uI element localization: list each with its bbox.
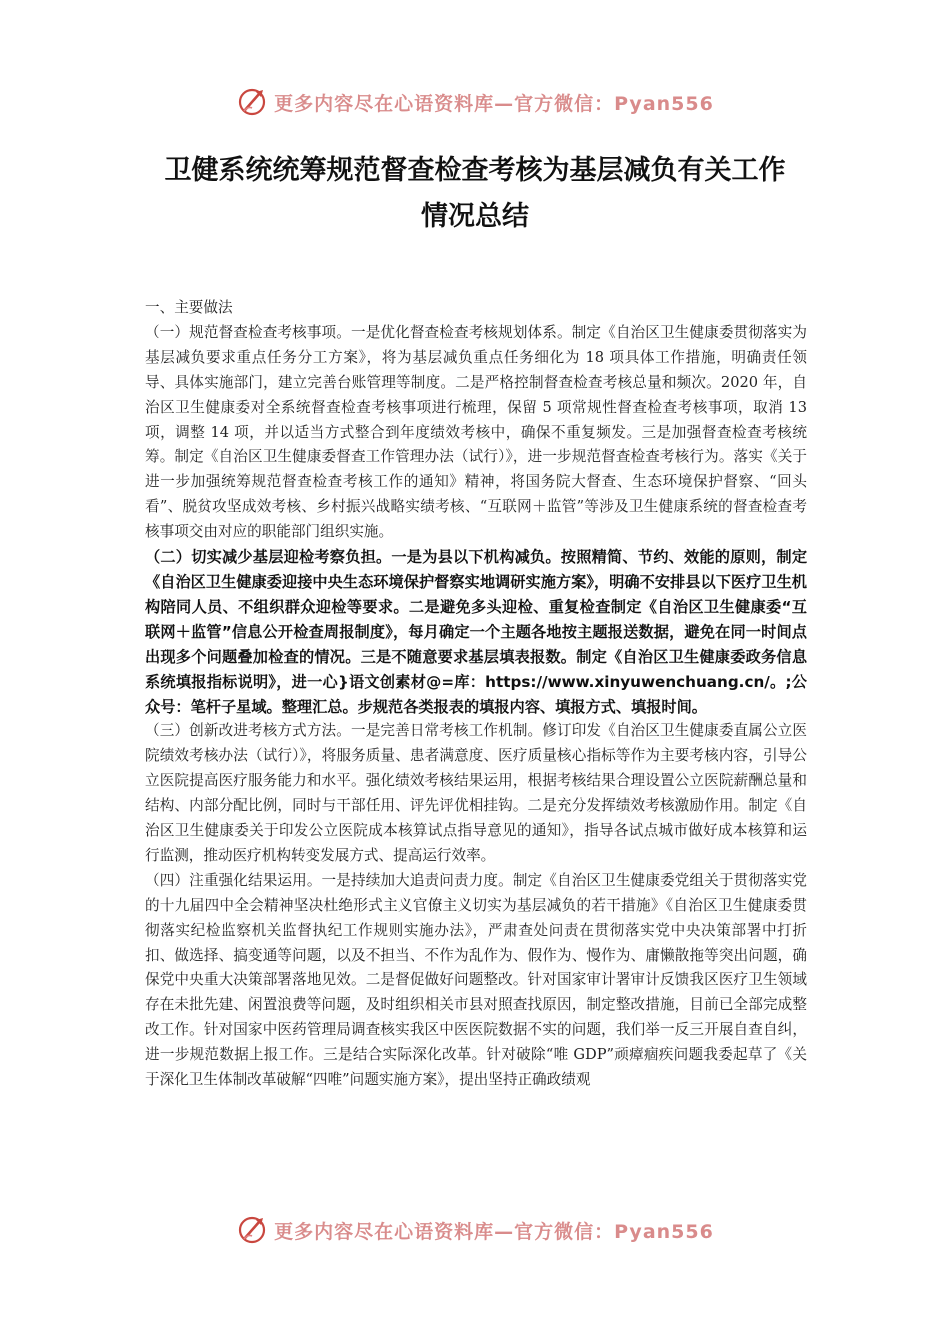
footer-watermark-banner	[0, 1210, 950, 1250]
section-heading: 一、主要做法	[145, 299, 233, 316]
watermark-text: 更多内容尽在心语资料库—官方微信：Pyan556	[274, 1220, 714, 1243]
pen-logo-icon	[236, 1214, 268, 1246]
watermark-text: 更多内容尽在心语资料库—官方微信：Pyan556	[274, 92, 714, 115]
title-line-2: 情况总结	[421, 201, 529, 232]
pen-logo-icon	[236, 86, 268, 118]
document-body	[145, 296, 807, 1093]
paragraph-3: （三）创新改进考核方式方法。一是完善日常考核工作机制。修订印发《自治区卫生健康委直属公立医院绩效考核办法（试行）》，将服务质量、患者满意度、医疗质量核心指标等作为主要考核内容，引导公立医院提高医疗服务能力和水平。强化绩效考核结果运用，根据考核结果合理设置公立医院薪酬总量和结构、内部分配比例，同时与干部任用、评先评优相挂钩。二是充分发挥绩效考核激励作用。制定《自治区卫生健康委关于印发公立医院成本核算试点指导意见的通知》，指导各试点城市做好成本核算和运行监测，推动医疗机构转变发展方式、提高运行效率。	[145, 722, 807, 864]
document-title	[120, 148, 830, 240]
header-watermark-banner	[0, 82, 950, 122]
paragraph-1: （一）规范督查检查考核事项。一是优化督查检查考核规划体系。制定《自治区卫生健康委贯彻落实为基层减负要求重点任务分工方案》，将为基层减负重点任务细化为 18 项具体工作措施，明确责任领导、具体实施部门，建立完善台账管理等制度。二是严格控制督查检查考核总量和频次。2020 年，自治区卫生健康委对全系统督查检查考核事项进行梳理，保留 5 项常规性督查检查考核事项，取消 13 项，调整 14 项，并以适当方式整合到年度绩效考核中，确保不重复频发。三是加强督查检查考核统筹。制定《自治区卫生健康委督查工作管理办法（试行）》，进一步规范督查检查考核行为。落实《关于进一步加强统筹规范督查检查考核工作的通知》精神，将国务院大督查、生态环境保护督察、“回头看”、脱贫攻坚成效考核、乡村振兴战略实绩考核、“互联网＋监管”等涉及卫生健康系统的督查检查考核事项交由对应的职能部门组织实施。	[145, 323, 807, 541]
title-line-1: 卫健系统统筹规范督查检查考核为基层减负有关工作	[164, 155, 786, 186]
paragraph-2: （二）切实减少基层迎检考察负担。一是为县以下机构减负。按照精简、节约、效能的原则，制定《自治区卫生健康委迎接中央生态环境保护督察实地调研实施方案》，明确不安排县以下医疗卫生机构陪同人员、不组织群众迎检等要求。二是避免多头迎检、重复检查制定《自治区卫生健康委“互联网＋监管”信息公开检查周报制度》，每月确定一个主题各地按主题报送数据，避免在同一时间点出现多个问题叠加检查的情况。三是不随意要求基层填表报数。制定《自治区卫生健康委政务信息系统填报指标说明》，进一心}语文创素材@=库：https://www.xinyuwenchuang.cn/。;公众号：笔杆子星域。整理汇总。步规范各类报表的填报内容、填报方式、填报时间。	[145, 548, 807, 716]
paragraph-4: （四）注重强化结果运用。一是持续加大追责问责力度。制定《自治区卫生健康委党组关于贯彻落实党的十九届四中全会精神坚决杜绝形式主义官僚主义切实为基层减负的若干措施》《自治区卫生健康委贯彻落实纪检监察机关监督执纪工作规则实施办法》，严肃查处问责在贯彻落实党中央决策部署中打折扣、做选择、搞变通等问题，以及不担当、不作为乱作为、假作为、慢作为、庸懒散拖等突出问题，确保党中央重大决策部署落地见效。二是督促做好问题整改。针对国家审计署审计反馈我区医疗卫生领域存在未批先建、闲置浪费等问题，及时组织相关市县对照查找原因，制定整改措施，目前已全部完成整改工作。针对国家中医药管理局调查核实我区中医医院数据不实的问题，我们举一反三开展自查自纠，进一步规范数据上报工作。三是结合实际深化改革。针对破除“唯 GDP”顽瘴痼疾问题我委起草了《关于深化卫生体制改革破解“四唯”问题实施方案》，提出坚持正确政绩观	[145, 871, 807, 1089]
